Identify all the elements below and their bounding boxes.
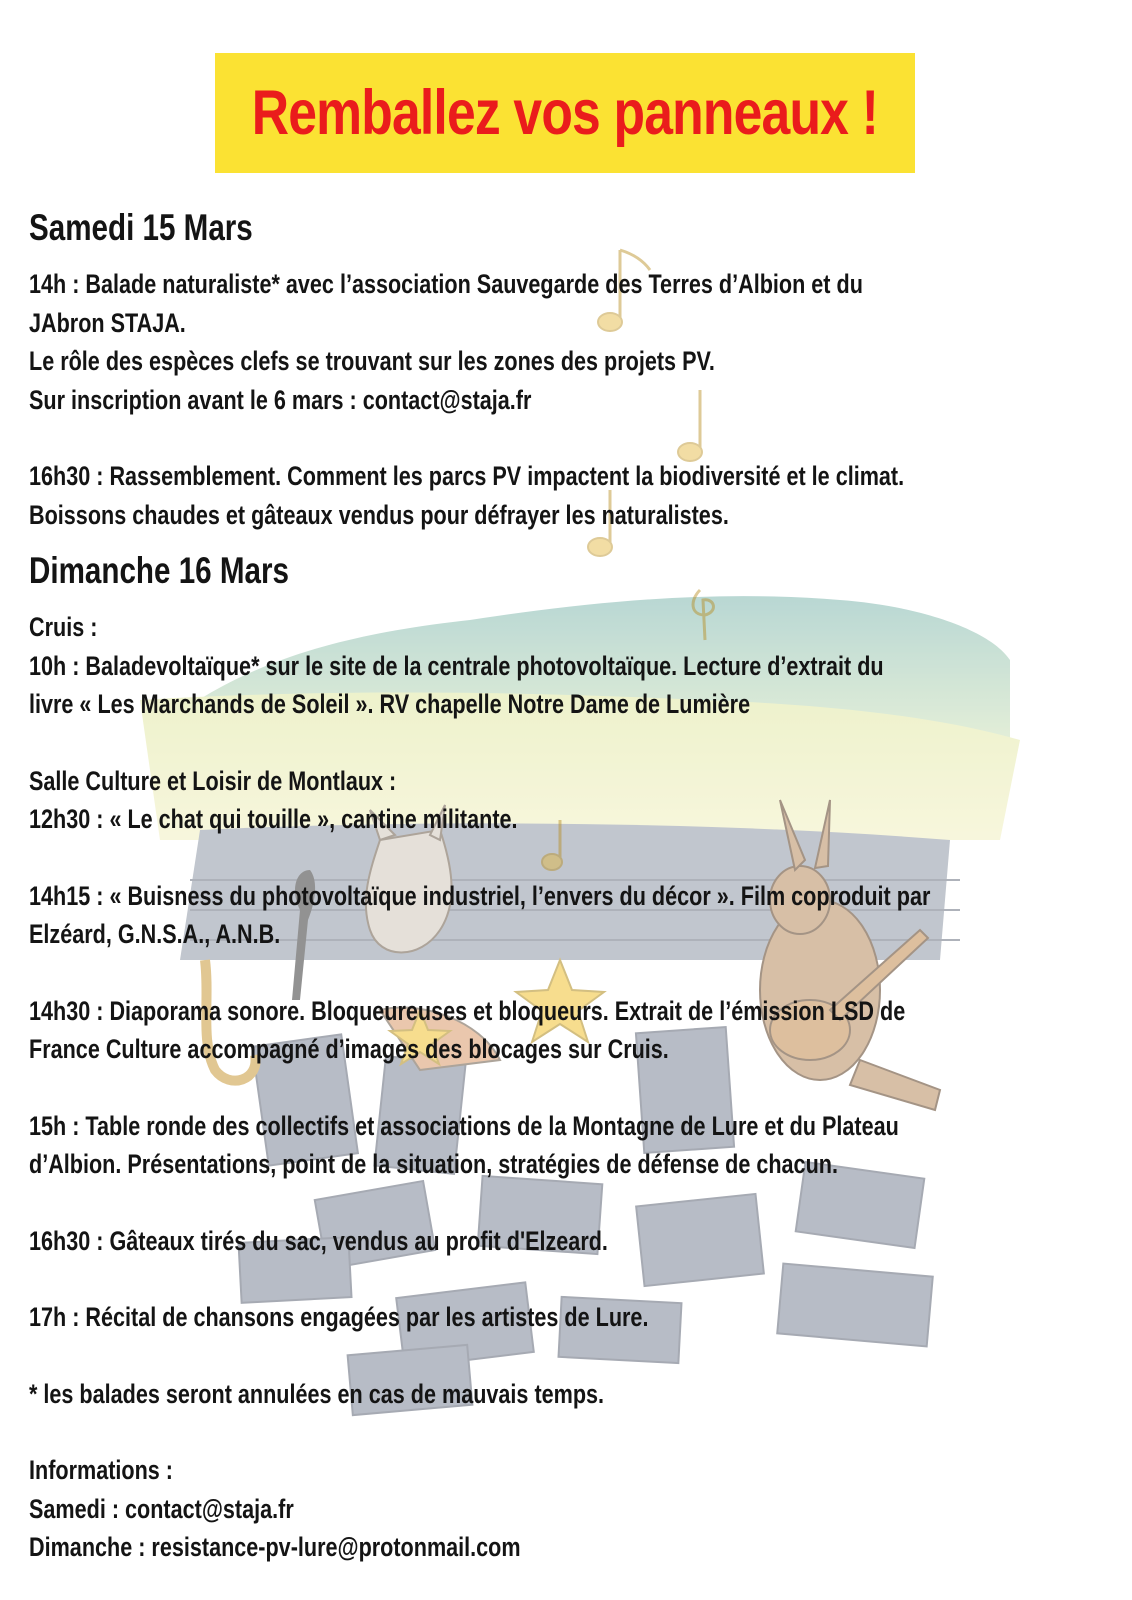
saturday-line: 14h : Balade naturaliste* avec l’association Sauvegarde des Terres d’Albion et du [29, 269, 863, 299]
gathering-line: Boissons chaudes et gâteaux vendus pour défrayer les naturalistes. [29, 499, 729, 530]
sunday-heading: Dimanche 16 Mars [29, 550, 289, 591]
title-banner [215, 53, 915, 173]
info-heading: Informations : [29, 1455, 173, 1485]
cruis-line: 10h : Baladevoltaïque* sur le site de la centrale photovoltaïque. Lecture d’extrait du [29, 650, 884, 681]
film-line: Elzéard, G.N.S.A., A.N.B. [29, 919, 281, 949]
cakes-line: 16h30 : Gâteaux tirés du sac, vendus au profit d'Elzeard. [29, 1225, 608, 1256]
diaporama-line: France Culture accompagné d’images des blocages sur Cruis. [29, 1034, 669, 1064]
cruis-line: Cruis : [29, 612, 98, 642]
recital-line: 17h : Récital de chansons engagées par les artistes de Lure. [29, 1302, 649, 1332]
salle-line: Salle Culture et Loisir de Montlaux : [29, 765, 397, 796]
cruis-line: livre « Les Marchands de Soleil ». RV chapelle Notre Dame de Lumière [29, 689, 751, 719]
film-line: 14h15 : « Buisness du photovoltaïque industriel, l’envers du décor ». Film coproduit par [29, 880, 931, 911]
page-title: Remballez vos panneaux ! [251, 78, 879, 148]
gathering-line: 16h30 : Rassemblement. Comment les parcs PV impactent la biodiversité et le climat. [29, 461, 905, 491]
saturday-line: Sur inscription avant le 6 mars : contact@staja.fr [29, 384, 532, 415]
info-saturday-contact: Samedi : contact@staja.fr [29, 1493, 294, 1524]
salle-line: 12h30 : « Le chat qui touille », cantine militante. [29, 804, 518, 834]
diaporama-line: 14h30 : Diaporama sonore. Bloqueureuses et bloqueurs. Extrait de l’émission LSD de [29, 995, 906, 1026]
info-sunday-contact: Dimanche : resistance-pv-lure@protonmail.com [29, 1532, 521, 1562]
table-ronde-line: 15h : Table ronde des collectifs et associations de la Montagne de Lure et du Plateau [29, 1110, 899, 1141]
saturday-line: Le rôle des espèces clefs se trouvant sur les zones des projets PV. [29, 346, 715, 376]
weather-note: * les balades seront annulées en cas de mauvais temps. [29, 1378, 605, 1409]
saturday-heading: Samedi 15 Mars [29, 207, 253, 248]
table-ronde-line: d’Albion. Présentations, point de la situation, stratégies de défense de chacun. [29, 1149, 838, 1179]
program-content [29, 205, 1119, 1567]
saturday-line: JAbron STAJA. [29, 307, 186, 338]
